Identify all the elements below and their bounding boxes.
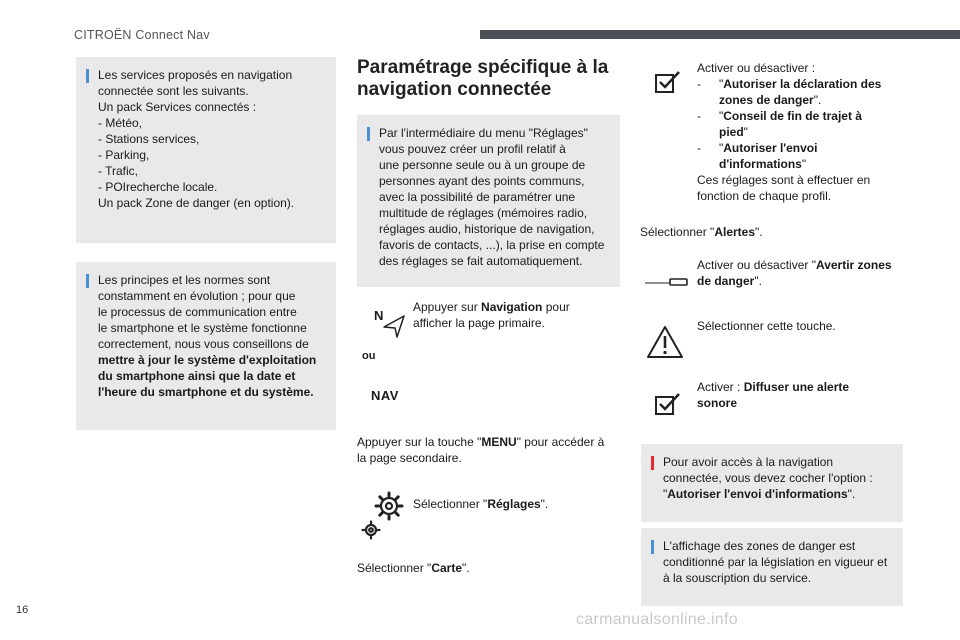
step-text-bold: d'informations: [719, 157, 802, 171]
settings-gears-icon: [361, 486, 407, 542]
step-text-bold: de danger: [697, 274, 755, 288]
step-text-bold: sonore: [697, 396, 738, 410]
navigation-step: [413, 299, 613, 331]
list-item: - POIrecherche locale.: [98, 180, 218, 194]
alertes-step: [640, 224, 763, 240]
list-dash: -: [697, 109, 701, 123]
step-text: fonction de chaque profil.: [697, 189, 832, 203]
step-text: ".: [540, 497, 549, 511]
step-text: ": [743, 125, 748, 139]
step-text: ".: [462, 561, 470, 575]
step-text-bold: Avertir zones: [815, 258, 892, 272]
step-text: Activer :: [697, 380, 744, 394]
list-item: - Trafic,: [98, 164, 139, 178]
info-mark-icon: [86, 274, 89, 288]
checkbox-icon: [654, 70, 682, 94]
note-line: correctement, nous vous conseillons de: [98, 337, 309, 351]
note-line-bold: l'heure du smartphone et du système.: [98, 385, 314, 399]
list-item: [697, 140, 907, 172]
note-line: Un pack Zone de danger (en option).: [98, 196, 295, 210]
section-title: [357, 57, 627, 101]
list-item: - Stations services,: [98, 132, 200, 146]
note-line: conditionné par la législation en vigueur et: [663, 555, 888, 569]
step-text: Activer ou désactiver ": [697, 258, 816, 272]
step-text-bold: Autoriser l'envoi: [723, 141, 818, 155]
danger-zones-step: [697, 257, 907, 289]
note-line: à la souscription du service.: [663, 571, 812, 585]
note-line: multitude de réglages (mémoires radio,: [379, 206, 588, 220]
step-text: ": [719, 141, 724, 155]
list-item: [697, 108, 907, 140]
step-text-bold: pied: [719, 125, 744, 139]
note-text: ": [663, 487, 668, 501]
checkbox-icon: [654, 392, 682, 416]
step-text-bold: Autoriser la déclaration des: [723, 77, 882, 91]
access-warning-note: [641, 444, 903, 522]
toggle-switch-icon: [644, 277, 688, 287]
note-line: personnes ayant des points communs,: [379, 174, 585, 188]
note-line: L'affichage des zones de danger est: [663, 539, 856, 553]
list-item: - Parking,: [98, 148, 150, 162]
navigation-arrow-icon: [381, 313, 407, 339]
header-bar: [480, 30, 960, 39]
list-item: [697, 76, 907, 108]
note-line: constamment en évolution ; pour que: [98, 289, 296, 303]
legislation-note: [641, 528, 903, 606]
info-mark-icon: [86, 69, 89, 83]
nav-letter: N: [374, 308, 384, 323]
note-line: une personne seule ou à un groupe de: [379, 158, 586, 172]
step-text: Activer ou désactiver :: [697, 61, 816, 75]
step-text: pour: [542, 300, 570, 314]
step-text: " pour accéder à: [516, 435, 605, 449]
note-line: avec la possibilité de paramétrer une: [379, 190, 576, 204]
step-text: Ces réglages sont à effectuer en: [697, 173, 871, 187]
step-text: ".: [755, 225, 763, 239]
watermark: carmanualsonline.info: [576, 611, 738, 628]
note-line: le smartphone et le système fonctionne: [98, 321, 307, 335]
note-line: Les principes et les normes sont: [98, 273, 271, 287]
step-text-bold: MENU: [481, 435, 517, 449]
step-text: afficher la page primaire.: [413, 316, 545, 330]
step-text-bold: Alertes: [714, 225, 755, 239]
note-text-bold: Autoriser l'envoi d'informations: [667, 487, 848, 501]
list-dash: -: [697, 77, 701, 91]
nav-button-label: NAV: [371, 388, 399, 403]
note-line: favoris de contacts, ...), la prise en compte: [379, 238, 605, 252]
note-line: connectée, vous devez cocher l'option :: [663, 471, 873, 485]
step-text: ".: [754, 274, 762, 288]
step-text: ": [801, 157, 807, 171]
step-text: Sélectionner ": [413, 497, 488, 511]
step-text-bold: Carte: [431, 561, 462, 575]
note-line: des réglages se fait automatiquement.: [379, 254, 583, 268]
note-line-bold: du smartphone ainsi que la date et: [98, 369, 296, 383]
activate-block: [697, 60, 907, 204]
warning-mark-icon: [651, 456, 654, 470]
section-title-line: navigation connectée: [357, 79, 552, 100]
carte-step: [357, 560, 470, 576]
step-text: Sélectionner ": [640, 225, 715, 239]
services-note: [76, 57, 336, 243]
step-text: ": [719, 77, 724, 91]
note-line: Par l'intermédiaire du menu "Réglages": [379, 126, 588, 140]
step-text-bold: Navigation: [481, 300, 543, 314]
note-line: Un pack Services connectés :: [98, 100, 257, 114]
step-text-bold: zones de danger: [719, 93, 814, 107]
section-title-line: Paramétrage spécifique à la: [357, 57, 609, 78]
note-line: connectée sont les suivants.: [98, 84, 249, 98]
services-list: [98, 115, 326, 195]
info-mark-icon: [367, 127, 370, 141]
step-text: ": [719, 109, 724, 123]
or-label: ou: [362, 350, 376, 362]
touch-step: Sélectionner cette touche.: [697, 319, 836, 333]
reglages-step: [413, 496, 548, 512]
step-text: la page secondaire.: [357, 451, 462, 465]
list-item: - Météo,: [98, 116, 143, 130]
profile-note: [357, 115, 620, 287]
info-mark-icon: [651, 540, 654, 554]
step-text: Appuyer sur la touche ": [357, 435, 482, 449]
note-line-bold: mettre à jour le système d'exploitation: [98, 353, 317, 367]
note-line: réglages audio, historique de navigation,: [379, 222, 595, 236]
note-text: ".: [847, 487, 856, 501]
step-text: Sélectionner ": [357, 561, 432, 575]
list-dash: -: [697, 141, 701, 155]
page-number: 16: [16, 604, 29, 616]
note-line: Pour avoir accès à la navigation: [663, 455, 834, 469]
note-line: le processus de communication entre: [98, 305, 297, 319]
note-line: vous pouvez créer un profil relatif à: [379, 142, 566, 156]
step-text-bold: Réglages: [487, 497, 541, 511]
menu-step: [357, 434, 622, 466]
note-line: Les services proposés en navigation: [98, 68, 293, 82]
step-text: Appuyer sur: [413, 300, 482, 314]
header-title: CITROËN Connect Nav: [74, 28, 210, 42]
step-text: ".: [813, 93, 822, 107]
warning-triangle-icon: [646, 325, 684, 359]
step-text-bold: Conseil de fin de trajet à: [723, 109, 862, 123]
sound-alert-step: [697, 379, 907, 411]
step-text-bold: Diffuser une alerte: [743, 380, 850, 394]
note-line: [663, 486, 893, 502]
update-note: [76, 262, 336, 430]
